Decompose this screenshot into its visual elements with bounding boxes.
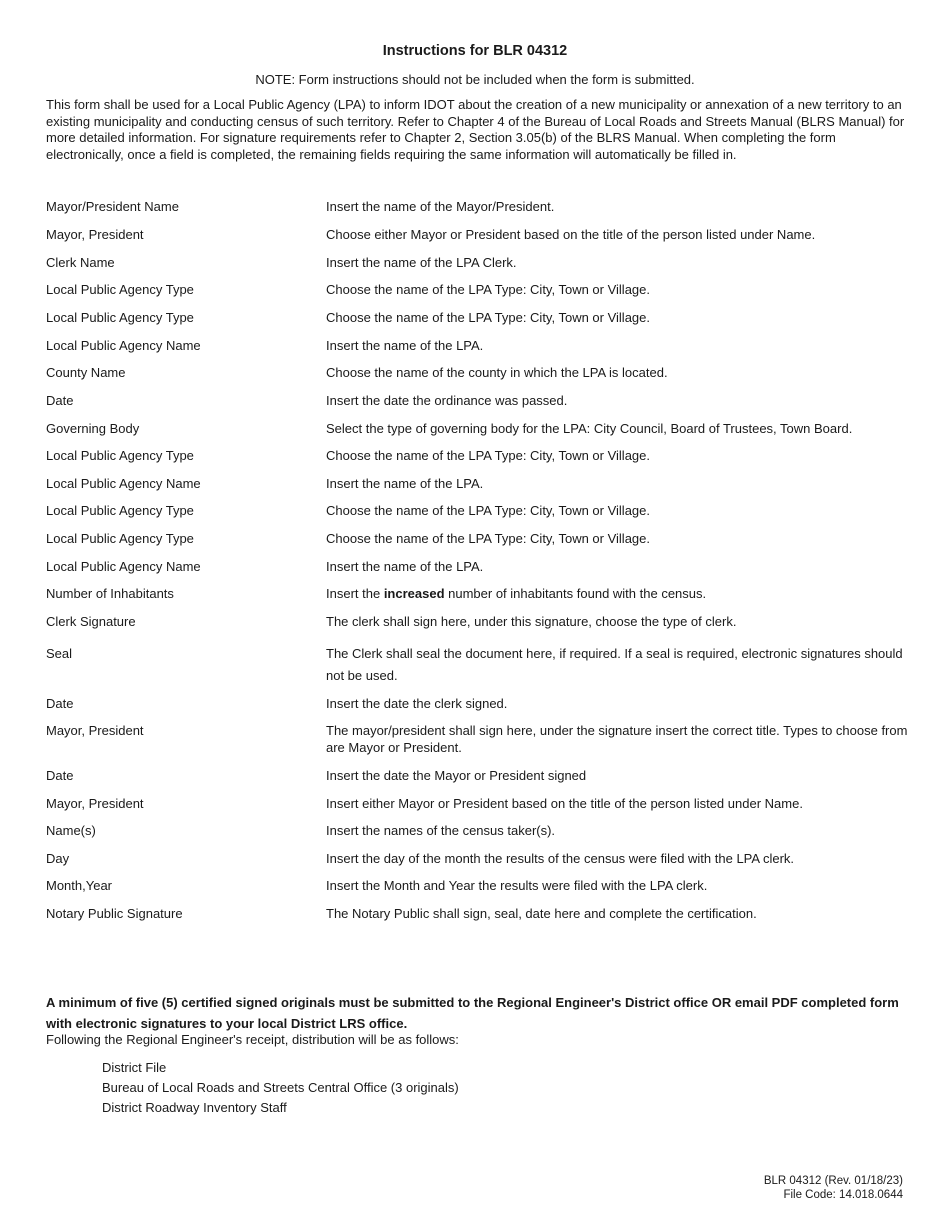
field-description: Choose the name of the LPA Type: City, Town or Village. (326, 448, 650, 463)
field-description: Choose the name of the LPA Type: City, Town or Village. (326, 531, 650, 546)
field-row-clerk-name (46, 252, 908, 279)
field-label: Date (46, 696, 74, 711)
field-row-date (46, 390, 908, 418)
field-row-county-name (46, 362, 908, 390)
field-row-mayor-president (46, 793, 908, 820)
submission-requirement: A minimum of five (5) certified signed originals must be submitted to the Regional Engineer's District office OR email PDF completed form with electronic signatures to your local District LRS office. (46, 995, 899, 1031)
field-row-names (46, 820, 908, 848)
field-row-clerk-signature (46, 611, 908, 643)
field-description: Choose either Mayor or President based on the title of the person listed under Name. (326, 227, 816, 242)
field-row-lpa-name (46, 473, 908, 500)
submission-note: NOTE: Form instructions should not be included when the form is submitted. (255, 72, 695, 87)
field-description: Choose the name of the LPA Type: City, Town or Village. (326, 503, 650, 518)
field-description: The Clerk shall seal the document here, if required. If a seal is required, electronic signatures should not be used. (326, 646, 903, 683)
field-row-mayor-president (46, 224, 908, 252)
field-description: Insert the day of the month the results of the census were filed with the LPA clerk. (326, 851, 795, 866)
field-label: Clerk Signature (46, 614, 136, 629)
field-description: Insert the Month and Year the results were filed with the LPA clerk. (326, 878, 708, 893)
form-number: BLR 04312 (Rev. 01/18/23) (763, 1175, 903, 1187)
field-description: Choose the name of the county in which the LPA is located. (326, 365, 668, 380)
field-row-lpa-type (46, 445, 908, 473)
field-label: Month,Year (46, 878, 113, 893)
field-row-lpa-name (46, 556, 908, 583)
field-row-mayor-president-name (46, 196, 908, 224)
file-code: File Code: 14.018.0644 (783, 1189, 903, 1201)
field-row-lpa-type (46, 279, 908, 307)
field-label: Local Public Agency Type (46, 282, 194, 297)
field-description: Insert the date the Mayor or President signed (326, 768, 587, 783)
field-row-date (46, 693, 908, 720)
field-description: The mayor/president shall sign here, under the signature insert the correct title. Types to choose from are Mayor or President. (326, 723, 908, 755)
page-title: Instructions for BLR 04312 (382, 43, 568, 59)
list-item: District File (102, 1060, 167, 1075)
field-label: Date (46, 768, 74, 783)
field-row-day (46, 848, 908, 875)
field-row-lpa-name (46, 335, 908, 362)
field-label: Notary Public Signature (46, 906, 183, 921)
page-footer (764, 1174, 903, 1202)
field-label: Local Public Agency Name (46, 559, 201, 574)
distribution-intro: Following the Regional Engineer's receipt, distribution will be as follows: (46, 1032, 459, 1047)
field-label: Mayor, President (46, 723, 144, 738)
field-label: Seal (46, 646, 73, 661)
field-row-lpa-type (46, 307, 908, 335)
field-label: Local Public Agency Name (46, 338, 201, 353)
field-row-date (46, 765, 908, 793)
description-text: Insert the (326, 586, 384, 601)
field-description: Select the type of governing body for the LPA: City Council, Board of Trustees, Town Board. (326, 421, 853, 436)
field-label: County Name (46, 365, 126, 380)
field-description: Insert either Mayor or President based on the title of the person listed under Name. (326, 796, 803, 811)
field-description: Choose the name of the LPA Type: City, Town or Village. (326, 310, 650, 325)
field-label: Clerk Name (46, 255, 115, 270)
field-label: Governing Body (46, 421, 140, 436)
description-text: number of inhabitants found with the census. (444, 586, 707, 601)
field-description: Insert the name of the LPA. (326, 559, 484, 574)
field-label: Local Public Agency Type (46, 310, 194, 325)
field-label: Number of Inhabitants (46, 586, 174, 601)
field-description: Insert the name of the Mayor/President. (326, 199, 555, 214)
field-row-month-year (46, 875, 908, 903)
field-row-lpa-type (46, 500, 908, 528)
field-instructions-table (46, 196, 908, 931)
field-label: Date (46, 393, 74, 408)
intro-paragraph: This form shall be used for a Local Public Agency (LPA) to inform IDOT about the creation of a new municipality or annexation of a new territory to an existing municipality and conducting census of such territory. Refer to Chapter 4 of the Bureau of Local Roads and Streets Manual (BLRS Manual) for more detailed information. For signature requirements refer to Chapter 2, Section 3.05(b) of the BLRS Manual. When completing the form electronically, once a field is completed, the remaining fields requiring the same information will automatically be filled in. (46, 97, 905, 163)
field-description: Insert the name of the LPA. (326, 476, 484, 491)
field-row-lpa-type (46, 528, 908, 556)
field-row-number-of-inhabitants (46, 583, 908, 611)
field-description (326, 583, 908, 602)
field-label: Local Public Agency Name (46, 476, 201, 491)
field-description: Insert the names of the census taker(s). (326, 823, 556, 838)
field-label: Local Public Agency Type (46, 531, 194, 546)
field-label: Mayor, President (46, 796, 144, 811)
field-label: Mayor/President Name (46, 199, 179, 214)
field-description: The clerk shall sign here, under this signature, choose the type of clerk. (326, 614, 737, 629)
field-row-seal (46, 643, 908, 693)
field-description: Insert the name of the LPA. (326, 338, 484, 353)
field-row-notary-signature (46, 903, 908, 931)
field-label: Day (46, 851, 70, 866)
field-description: Insert the name of the LPA Clerk. (326, 255, 517, 270)
field-label: Name(s) (46, 823, 96, 838)
distribution-list (102, 1058, 459, 1118)
list-item: District Roadway Inventory Staff (102, 1100, 287, 1115)
emphasis-text: increased (383, 586, 445, 601)
field-label: Local Public Agency Type (46, 503, 194, 518)
field-label: Local Public Agency Type (46, 448, 194, 463)
field-description: The Notary Public shall sign, seal, date here and complete the certification. (326, 906, 757, 921)
field-description: Insert the date the ordinance was passed. (326, 393, 568, 408)
field-row-mayor-president-signature (46, 720, 908, 765)
field-row-governing-body (46, 418, 908, 445)
field-description: Insert the date the clerk signed. (326, 696, 508, 711)
field-label: Mayor, President (46, 227, 144, 242)
field-description: Choose the name of the LPA Type: City, Town or Village. (326, 282, 650, 297)
list-item: Bureau of Local Roads and Streets Central Office (3 originals) (102, 1080, 459, 1095)
